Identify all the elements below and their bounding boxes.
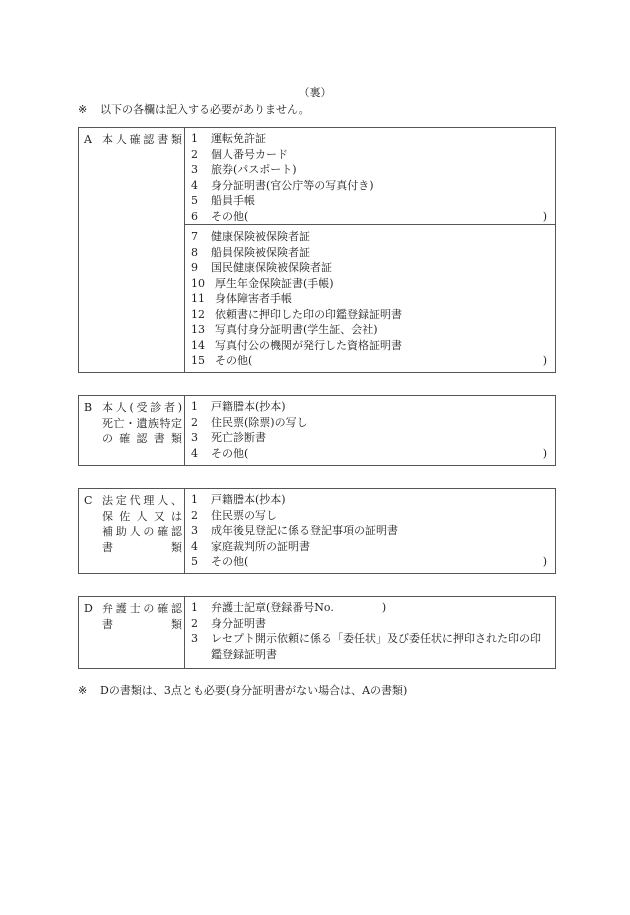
section-letter: A [84,133,92,146]
item-text: 船員手帳 [211,194,255,207]
section-a-box [78,127,556,373]
item-number: 1 [191,493,198,506]
list-item [191,131,549,147]
section-label-text [102,493,182,573]
note-text: 以下の各欄は記入する必要がありません。 [100,103,310,116]
page-heading: （裏） [298,86,332,99]
item-number: 1 [191,601,198,614]
section-d-box [78,596,556,669]
item-text: 写真付身分証明書(学生証、会社) [215,323,378,336]
list-item [191,338,549,354]
item-text: 身分証明書 [211,616,266,630]
list-item-other [191,209,549,225]
item-text: 身分証明書(官公庁等の写真付き) [211,178,374,192]
item-number: 8 [191,245,198,259]
item-text: 身体障害者手帳 [215,292,292,305]
list-item [191,245,549,261]
list-item [191,307,549,323]
item-text: 依頼書に押印した印の印鑑登録証明書 [215,307,402,321]
list-item [191,193,549,209]
item-number: 14 [191,338,205,352]
section-c-box [78,488,556,574]
list-item [191,523,549,539]
list-item-other [191,353,549,369]
list-item [191,492,549,508]
item-text: 厚生年金保険証書(手帳) [215,276,334,290]
item-number: 7 [191,230,198,243]
item-text: 写真付公の機関が発行した資格証明書 [215,338,402,352]
section-b-items [185,396,555,465]
note-mark: ※ [78,103,88,116]
item-close-paren: ) [542,555,547,568]
item-number: 5 [191,194,198,207]
section-label-text [102,601,182,668]
label-line: 書類 [102,617,182,631]
list-item [191,147,549,163]
item-number: 11 [191,292,205,305]
item-text: 戸籍謄本(抄本) [211,493,286,506]
section-b-box [78,395,556,466]
section-b-label [79,396,185,465]
item-text: 住民票(除票)の写し [211,415,308,429]
item-text: その他( [211,446,249,460]
section-label-text [102,400,182,465]
item-number: 10 [191,276,205,290]
item-number: 3 [191,524,198,537]
item-group [185,396,555,461]
item-number: 4 [191,539,198,553]
list-item [191,399,549,415]
list-item [191,178,549,194]
item-number: 13 [191,323,205,336]
section-a-items [185,128,555,372]
label-line: 保佐人又は [102,509,182,523]
list-item [191,616,549,632]
section-a-label [79,128,185,372]
label-line: の確認書類 [102,432,182,445]
list-item [191,631,549,662]
item-text: 成年後見登記に係る登記事項の証明書 [211,524,398,537]
label-line: 弁護士の確認 [102,602,182,615]
item-text: 戸籍謄本(抄本) [211,400,286,413]
item-number: 9 [191,261,198,274]
item-group-2 [185,225,555,369]
item-number: 3 [191,632,198,645]
label-line: 書類 [102,540,182,554]
item-text: レセプト開示依頼に係る「委任状」及び委任状に押印された印の印鑑登録証明書 [211,632,541,661]
item-close-paren: ) [542,209,547,223]
section-label-text [102,132,182,372]
list-item [191,539,549,555]
item-number: 2 [191,147,198,161]
item-close-paren: ) [542,446,547,460]
item-close-paren: ) [542,354,547,367]
section-letter: D [84,602,93,615]
item-number: 4 [191,178,198,192]
item-group-1 [185,128,555,225]
item-text: 運転免許証 [211,132,266,145]
list-item [191,260,549,276]
item-text: その他( [211,209,249,223]
list-item [191,291,549,307]
item-number: 4 [191,446,198,460]
label-line: 法定代理人、 [102,494,182,507]
list-item-other [191,554,549,570]
list-item [191,276,549,292]
item-text: 家庭裁判所の証明書 [211,539,310,553]
note-top [78,101,310,117]
list-item [191,229,549,245]
item-close-paren: ) [381,601,387,614]
item-number: 5 [191,555,198,568]
list-item [191,162,549,178]
list-item [191,415,549,431]
item-number: 1 [191,400,198,413]
item-number: 3 [191,431,198,444]
item-text: 旅券(パスポート) [211,163,297,176]
item-text: 健康保険被保険者証 [211,230,310,243]
label-line: 補助人の確認 [102,525,182,538]
note-mark: ※ [78,684,88,697]
item-text: 船員保険被保険者証 [211,245,310,259]
item-number: 6 [191,209,198,223]
list-item [191,322,549,338]
item-number: 12 [191,307,205,321]
section-d-items [185,597,555,668]
item-text: 個人番号カード [211,147,288,161]
item-number: 2 [191,616,198,630]
label-line: 死亡・遺族特定 [102,416,182,430]
item-number: 2 [191,415,198,429]
item-number: 15 [191,354,205,367]
label-line: 本人確認書類 [102,133,182,146]
list-item [191,600,549,616]
item-text: 住民票の写し [211,508,277,522]
list-item-other [191,446,549,462]
item-number: 3 [191,163,198,176]
section-c-items [185,489,555,573]
item-text: 死亡診断書 [211,431,266,444]
list-item [191,430,549,446]
section-d-label [79,597,185,668]
note-text: Dの書類は、3点とも必要(身分証明書がない場合は、Aの書類) [100,684,408,697]
item-number: 1 [191,132,198,145]
item-number: 2 [191,508,198,522]
item-group [185,489,555,570]
section-letter: B [84,401,93,414]
list-item [191,508,549,524]
note-bottom [78,682,407,698]
item-text: 国民健康保険被保険者証 [211,261,332,274]
item-text: その他( [211,555,249,568]
label-line: 本人(受診者) [102,401,182,414]
section-letter: C [84,494,93,507]
section-c-label [79,489,185,573]
item-group [185,597,555,662]
item-text: 弁護士記章(登録番号No. [211,601,334,614]
item-text: その他( [215,354,253,367]
